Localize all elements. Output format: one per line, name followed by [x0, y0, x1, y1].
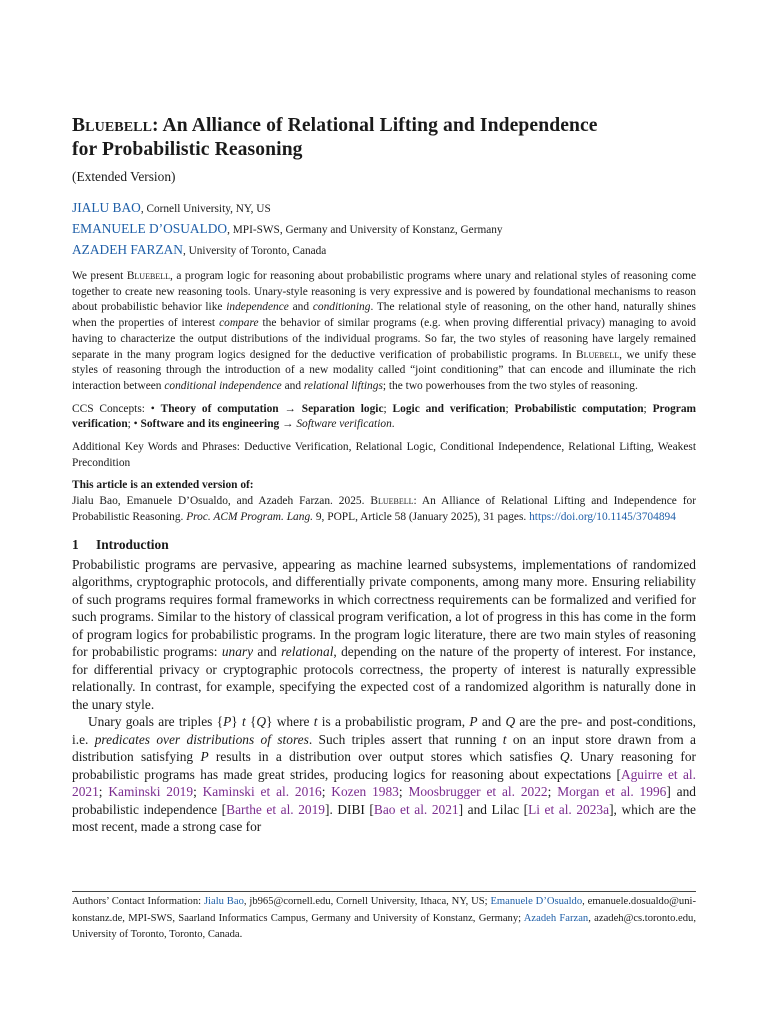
- footnote-text: , jb965@cornell.edu, Cornell University, Ithaca, NY, US;: [243, 896, 491, 907]
- ccs-concept: Probabilistic computation: [514, 402, 644, 415]
- system-name: Bluebell: [575, 348, 620, 361]
- author-entry: [72, 198, 696, 219]
- body-text: ], which are the most recent, made a strong case for: [72, 801, 697, 835]
- ccs-arrow: →: [279, 418, 297, 431]
- footnote-text: , emanuele.dosualdo@uni-konstanz.de, MPI-SWS, Saarland Informatics Campus, Germany and University of Konstanz, Germany;: [72, 896, 696, 924]
- author-link[interactable]: Emanuele D’Osualdo: [490, 896, 583, 907]
- abstract-emph: compare: [219, 317, 259, 330]
- math-var: t: [502, 731, 507, 747]
- body-text: and: [253, 644, 282, 660]
- citation-link[interactable]: Aguirre et al. 2021: [72, 766, 696, 800]
- body-text: , depending on the nature of the property of interest. For instance, for differential privacy or cryptographic protocols correctness, the property of interest is naturally expressible relationally. In contrast, for example, specifying the expected cost of a randomized algorithm is naturally done in the unary style.: [72, 644, 696, 712]
- body-text: ;: [398, 784, 409, 800]
- title-line1: : An Alliance of Relational Lifting and Independence: [152, 115, 598, 136]
- extended-version-citation: [72, 494, 696, 525]
- body-text: ;: [193, 784, 203, 800]
- author-affiliation: , University of Toronto, Canada: [182, 245, 327, 257]
- ccs-concept: Separation logic: [301, 402, 384, 415]
- section-heading: [72, 536, 696, 554]
- author-affiliation: , MPI-SWS, Germany and University of Konstanz, Germany: [227, 224, 503, 236]
- abstract: [72, 269, 696, 395]
- author-link[interactable]: Azadeh Farzan: [523, 912, 589, 924]
- body-text: }: [231, 714, 242, 730]
- ccs-concepts: [72, 402, 696, 433]
- body-text: . Such triples assert that running: [308, 731, 503, 747]
- abstract-text: We present: [72, 270, 127, 282]
- ccs-sep: ;: [643, 402, 653, 415]
- abstract-emph: independence: [226, 301, 289, 314]
- abstract-text: the behavior of similar programs (e.g. when proving differential privacy) managing to avoid having to characterize the output distributions of the individual programs. So far, the two styles of reasoning have largely remained separate in the many program logics designed for the deductive verification of probabilistic programs. In: [72, 317, 696, 361]
- intro-paragraph: [72, 556, 696, 714]
- footnote-divider: [72, 891, 696, 892]
- body-emph: relational: [281, 644, 334, 660]
- system-name: Bluebell: [72, 115, 153, 136]
- system-name: Bluebell: [370, 495, 414, 508]
- body-text: Probabilistic programs are pervasive, appearing as machine learned subsystems, implementations of randomized algorithms, cryptographic protocols, and differentially private components, among many more. Ensuring reliability of such programs requires formal frameworks in which correctness requirements can be formalized and verified for such programs. Similar to the history of classical program verification, a lot of progress in this has come in the form of program logics for probabilistic programs. In the program logic literature, there are two main styles of reasoning for probabilistic programs:: [72, 556, 696, 660]
- body-text: is a probabilistic program,: [317, 714, 470, 730]
- abstract-text: ; the two powerhouses from the two styles of reasoning.: [382, 379, 638, 392]
- citation-text: : An Alliance of Relational Lifting and Independence for Probabilistic Reasoning.: [72, 495, 696, 523]
- body-emph: unary: [221, 644, 254, 660]
- author-entry: [72, 240, 696, 261]
- math-var: P: [200, 749, 209, 765]
- citation-link[interactable]: Bao et al. 2021: [373, 801, 459, 817]
- author-name-link[interactable]: EMANUELE D’OSUALDO: [72, 221, 228, 236]
- paper-subtitle: (Extended Version): [72, 169, 176, 184]
- citation-link[interactable]: Morgan et al. 1996: [557, 784, 667, 800]
- body-text: results in a distribution over output stores which satisfies: [208, 749, 560, 765]
- system-name: Bluebell: [126, 270, 170, 282]
- ccs-sep: ;: [505, 402, 515, 415]
- author-link[interactable]: Jialu Bao: [203, 896, 244, 907]
- citation-link[interactable]: Li et al. 2023a: [528, 801, 610, 817]
- body-text: } where: [266, 714, 314, 730]
- citation-text: Jialu Bao, Emanuele D’Osualdo, and Azadeh Farzan. 2025.: [72, 495, 371, 508]
- abstract-text: . The relational style of reasoning, on the other hand, naturally shines when the properties of interest: [72, 301, 696, 330]
- citation-link[interactable]: Kaminski et al. 2016: [202, 784, 322, 800]
- author-name-link[interactable]: AZADEH FARZAN: [72, 242, 183, 257]
- body-text: . Unary reasoning for probabilistic programs has made great strides, producing logics for reasoning about expectations [: [72, 749, 696, 782]
- body-text: {: [245, 714, 257, 730]
- author-entry: [72, 219, 696, 240]
- body-text: ;: [321, 784, 332, 800]
- section-title: Introduction: [96, 536, 169, 552]
- author-affiliation: , Cornell University, NY, US: [140, 203, 271, 215]
- ccs-arrow: →: [278, 402, 302, 415]
- body-text: and: [477, 714, 506, 730]
- body-text: ;: [98, 784, 109, 800]
- citation-venue: Proc. ACM Program. Lang.: [186, 510, 313, 523]
- doi-link[interactable]: https://doi.org/10.1145/3704894: [529, 510, 676, 523]
- keywords-label: Additional Key Words and Phrases:: [72, 441, 240, 454]
- math-var: Q: [505, 714, 516, 730]
- body-text: ]. DIBI [: [324, 801, 374, 817]
- abstract-text: , a program logic for reasoning about probabilistic programs where unary and relational styles of reasoning come together to create new reasoning tools. Unary-style reasoning is very expressive and is powered by foundational mechanisms to reason about probabilistic behavior like: [72, 270, 696, 314]
- paper-title: [72, 114, 696, 162]
- footnote-label: Authors’ Contact Information:: [72, 896, 204, 907]
- math-var: P: [469, 714, 478, 730]
- keywords-text: Deductive Verification, Relational Logic, Conditional Independence, Relational Lifting, Weakest Precondition: [72, 441, 696, 469]
- extended-version-heading: This article is an extended version of:: [72, 479, 254, 492]
- citation-link[interactable]: Moosbrugger et al. 2022: [408, 784, 548, 800]
- citation-link[interactable]: Barthe et al. 2019: [226, 801, 325, 817]
- abstract-emph: conditioning: [312, 301, 371, 314]
- ccs-sep: ;: [383, 402, 393, 415]
- author-contact-footnote: [72, 894, 696, 944]
- math-var: Q: [256, 714, 267, 730]
- intro-paragraph: [72, 713, 696, 836]
- body-text: Unary goals are triples {: [88, 714, 224, 730]
- body-text: ] and probabilistic independence [: [72, 784, 696, 817]
- ccs-concept: Logic and verification: [392, 402, 506, 415]
- citation-text: 9, POPL, Article 58 (January 2025), 31 pages.: [313, 510, 530, 523]
- body-text: are the pre- and post-conditions, i.e.: [72, 714, 696, 747]
- body-text: ;: [547, 784, 558, 800]
- title-line2: for Probabilistic Reasoning: [72, 139, 303, 160]
- math-var: t: [241, 714, 246, 730]
- ccs-concept: Software and its engineering: [140, 418, 280, 431]
- ccs-label: CCS Concepts: •: [72, 402, 161, 415]
- abstract-text: , we unify these styles of reasoning through the introduction of a new modality called “joint conditioning” that can encode and illuminate the rich interaction between: [72, 348, 697, 392]
- ccs-sep: ; •: [127, 418, 141, 431]
- body-text: on an input store drawn from a distribution satisfying: [72, 731, 696, 765]
- author-list: [72, 198, 696, 261]
- body-text: ] and Lilac [: [458, 801, 529, 817]
- ccs-concept: Theory of computation: [160, 402, 279, 415]
- section-number: 1: [72, 536, 79, 552]
- body-emph: predicates over distributions of stores: [94, 731, 309, 747]
- citation-link[interactable]: Kozen 1983: [331, 784, 399, 800]
- abstract-text: and: [288, 301, 313, 314]
- author-name-link[interactable]: JIALU BAO: [72, 200, 141, 215]
- keywords: [72, 440, 696, 471]
- paper-page: [72, 114, 696, 836]
- math-var: P: [223, 714, 232, 730]
- ccs-sep: .: [391, 418, 395, 431]
- math-var: t: [313, 714, 318, 730]
- abstract-emph: conditional independence: [164, 379, 282, 392]
- citation-link[interactable]: Kaminski 2019: [108, 784, 194, 800]
- ccs-concept: Software verification: [296, 418, 392, 431]
- abstract-text: and: [281, 379, 304, 392]
- math-var: Q: [559, 749, 570, 765]
- footnote-text: , azadeh@cs.toronto.edu, University of Toronto, Toronto, Canada.: [72, 912, 696, 940]
- ccs-concept: Program verification: [72, 402, 697, 431]
- abstract-emph: relational liftings: [303, 379, 383, 392]
